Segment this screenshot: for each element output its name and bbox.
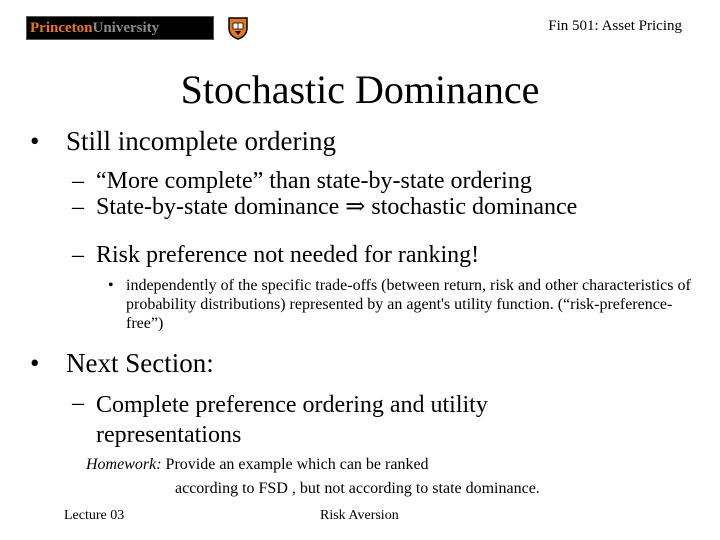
homework-text-2: according to FSD , but not according to state dominance. (175, 480, 540, 497)
subitem-dash: – (72, 168, 84, 194)
princeton-shield-icon (226, 16, 250, 40)
subitem-dash: – (72, 390, 84, 416)
subitem-1-3-text: Risk preference not needed for ranking! (96, 242, 480, 268)
logo-wordmark (26, 16, 214, 40)
bullet-dot: • (30, 126, 40, 156)
footer-lecture: Lecture 03 (64, 508, 125, 523)
course-title: Fin 501: Asset Pricing (548, 18, 682, 34)
subitem-2-1-text: Complete preference ordering and utility representations (96, 392, 488, 448)
subitem-dash: – (72, 194, 84, 220)
subitem-dash: – (72, 242, 84, 268)
bullet-dot: • (30, 348, 40, 378)
slide-title: Stochastic Dominance (180, 67, 540, 112)
detail-dot: • (108, 277, 114, 294)
footer-topic: Risk Aversion (320, 508, 399, 523)
bullet-1-text: Still incomplete ordering (66, 126, 336, 156)
bullet-2-text: Next Section: (66, 348, 214, 378)
homework-line-1 (86, 454, 429, 476)
princeton-logo (26, 16, 252, 40)
logo-word-princeton: Princeton (30, 20, 93, 36)
logo-word-university: University (92, 20, 160, 36)
homework-text-1: Provide an example which can be ranked (165, 456, 429, 473)
homework-label: Homework: (86, 456, 162, 473)
detail-text: independently of the specific trade-offs (between return, risk and other characteristics of probability distributions) represented by an agent's utility function. (“risk-preference-free”) (126, 277, 691, 332)
subitem-1-2-text: State-by-state dominance ⇒ stochastic dominance (96, 194, 578, 220)
subitem-1-1-text: “More complete” than state-by-state ordering (96, 168, 532, 194)
